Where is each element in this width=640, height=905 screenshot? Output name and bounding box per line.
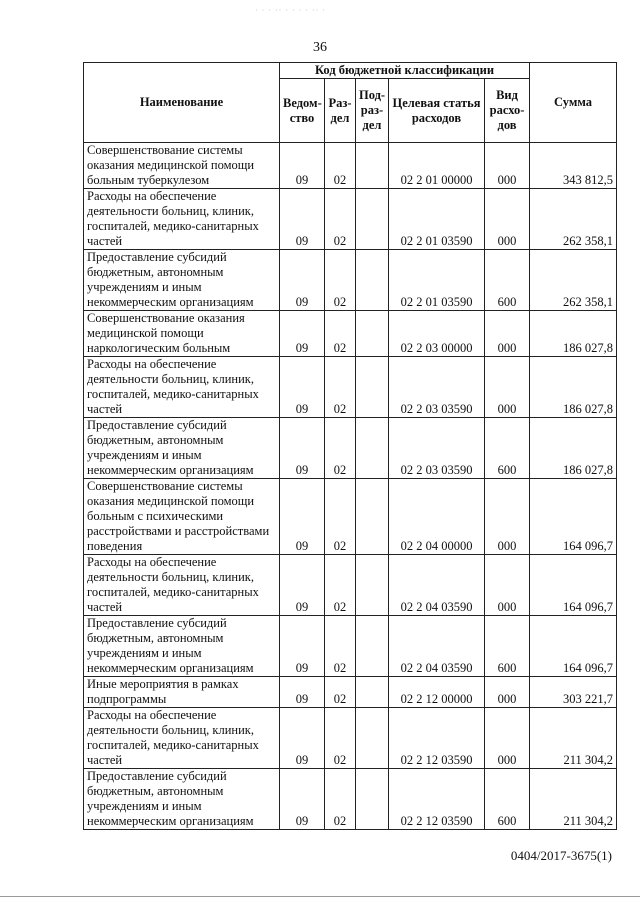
cell-summa: 262 358,1 xyxy=(530,189,617,250)
cell-name: Предоставление субсидий бюджетным, автономным учреждениям и иным некоммерческим организациям xyxy=(84,769,280,830)
cell-vid: 000 xyxy=(485,143,530,189)
cell-razdel: 02 xyxy=(325,769,356,830)
cell-summa: 164 096,7 xyxy=(530,555,617,616)
cell-name: Предоставление субсидий бюджетным, автономным учреждениям и иным некоммерческим организациям xyxy=(84,250,280,311)
cell-razdel: 02 xyxy=(325,418,356,479)
cell-vedomstvo: 09 xyxy=(280,708,325,769)
cell-tselevaya: 02 2 03 03590 xyxy=(389,357,485,418)
table-row xyxy=(84,250,617,311)
table-row xyxy=(84,189,617,250)
cell-vid: 600 xyxy=(485,250,530,311)
cell-tselevaya: 02 2 12 03590 xyxy=(389,708,485,769)
cell-podrazdel xyxy=(356,311,389,357)
table-row xyxy=(84,143,617,189)
cell-vedomstvo: 09 xyxy=(280,769,325,830)
cell-razdel: 02 xyxy=(325,311,356,357)
scan-artifact: · · · ·· · · · · ·· · xyxy=(255,6,326,15)
cell-razdel: 02 xyxy=(325,479,356,555)
cell-razdel: 02 xyxy=(325,555,356,616)
cell-razdel: 02 xyxy=(325,616,356,677)
cell-summa: 186 027,8 xyxy=(530,357,617,418)
cell-vedomstvo: 09 xyxy=(280,479,325,555)
cell-name: Предоставление субсидий бюджетным, автономным учреждениям и иным некоммерческим организациям xyxy=(84,616,280,677)
cell-summa: 303 221,7 xyxy=(530,677,617,708)
header-vid: Вид расхо-дов xyxy=(485,79,530,143)
cell-tselevaya: 02 2 12 00000 xyxy=(389,677,485,708)
bottom-rule xyxy=(0,896,640,897)
table-row xyxy=(84,311,617,357)
cell-podrazdel xyxy=(356,143,389,189)
document-code: 0404/2017-3675(1) xyxy=(510,848,612,863)
cell-summa: 164 096,7 xyxy=(530,479,617,555)
cell-vid: 000 xyxy=(485,357,530,418)
cell-vid: 000 xyxy=(485,479,530,555)
table-row xyxy=(84,769,617,830)
cell-vedomstvo: 09 xyxy=(280,311,325,357)
header-summa: Сумма xyxy=(530,63,617,143)
cell-podrazdel xyxy=(356,677,389,708)
cell-summa: 343 812,5 xyxy=(530,143,617,189)
cell-name: Расходы на обеспечение деятельности больниц, клиник, госпиталей, медико-санитарных частей xyxy=(84,708,280,769)
cell-name: Расходы на обеспечение деятельности больниц, клиник, госпиталей, медико-санитарных частей xyxy=(84,357,280,418)
cell-podrazdel xyxy=(356,250,389,311)
header-vedomstvo: Ведом-ство xyxy=(280,79,325,143)
cell-vedomstvo: 09 xyxy=(280,555,325,616)
cell-razdel: 02 xyxy=(325,677,356,708)
cell-name: Совершенствование системы оказания медицинской помощи больным туберкулезом xyxy=(84,143,280,189)
cell-name: Предоставление субсидий бюджетным, автономным учреждениям и иным некоммерческим организациям xyxy=(84,418,280,479)
cell-vid: 000 xyxy=(485,311,530,357)
cell-summa: 211 304,2 xyxy=(530,769,617,830)
cell-tselevaya: 02 2 12 03590 xyxy=(389,769,485,830)
cell-tselevaya: 02 2 03 00000 xyxy=(389,311,485,357)
budget-table xyxy=(83,62,617,830)
cell-vid: 600 xyxy=(485,418,530,479)
header-name: Наименование xyxy=(84,63,280,143)
table-row xyxy=(84,418,617,479)
table-row xyxy=(84,616,617,677)
cell-vedomstvo: 09 xyxy=(280,677,325,708)
cell-name: Иные мероприятия в рамках подпрограммы xyxy=(84,677,280,708)
cell-name: Совершенствование системы оказания медицинской помощи больным с психическими расстройствами и расстройствами поведения xyxy=(84,479,280,555)
table-row xyxy=(84,708,617,769)
cell-vedomstvo: 09 xyxy=(280,616,325,677)
cell-razdel: 02 xyxy=(325,250,356,311)
cell-tselevaya: 02 2 04 00000 xyxy=(389,479,485,555)
cell-tselevaya: 02 2 01 00000 xyxy=(389,143,485,189)
header-razdel: Раз-дел xyxy=(325,79,356,143)
cell-vid: 600 xyxy=(485,616,530,677)
cell-podrazdel xyxy=(356,189,389,250)
cell-podrazdel xyxy=(356,418,389,479)
table-row xyxy=(84,677,617,708)
cell-summa: 211 304,2 xyxy=(530,708,617,769)
cell-summa: 186 027,8 xyxy=(530,311,617,357)
cell-razdel: 02 xyxy=(325,357,356,418)
cell-podrazdel xyxy=(356,555,389,616)
cell-tselevaya: 02 2 01 03590 xyxy=(389,189,485,250)
cell-razdel: 02 xyxy=(325,189,356,250)
cell-podrazdel xyxy=(356,708,389,769)
cell-tselevaya: 02 2 01 03590 xyxy=(389,250,485,311)
table-row xyxy=(84,357,617,418)
cell-summa: 262 358,1 xyxy=(530,250,617,311)
header-podrazdel: Под-раз-дел xyxy=(356,79,389,143)
cell-podrazdel xyxy=(356,479,389,555)
table-row xyxy=(84,479,617,555)
header-tselevaya: Целевая статья расходов xyxy=(389,79,485,143)
cell-vid: 000 xyxy=(485,555,530,616)
cell-podrazdel xyxy=(356,769,389,830)
cell-name: Расходы на обеспечение деятельности больниц, клиник, госпиталей, медико-санитарных частей xyxy=(84,189,280,250)
cell-vid: 000 xyxy=(485,677,530,708)
cell-podrazdel xyxy=(356,357,389,418)
cell-razdel: 02 xyxy=(325,143,356,189)
cell-tselevaya: 02 2 04 03590 xyxy=(389,616,485,677)
cell-tselevaya: 02 2 03 03590 xyxy=(389,418,485,479)
page-number: 36 xyxy=(313,40,327,55)
cell-tselevaya: 02 2 04 03590 xyxy=(389,555,485,616)
cell-vedomstvo: 09 xyxy=(280,357,325,418)
cell-razdel: 02 xyxy=(325,708,356,769)
table-body xyxy=(84,143,617,830)
header-classification-group: Код бюджетной классификации xyxy=(280,63,530,79)
cell-vedomstvo: 09 xyxy=(280,418,325,479)
cell-vedomstvo: 09 xyxy=(280,143,325,189)
cell-vid: 000 xyxy=(485,708,530,769)
cell-summa: 164 096,7 xyxy=(530,616,617,677)
cell-name: Расходы на обеспечение деятельности больниц, клиник, госпиталей, медико-санитарных частей xyxy=(84,555,280,616)
cell-vid: 600 xyxy=(485,769,530,830)
cell-name: Совершенствование оказания медицинской помощи наркологическим больным xyxy=(84,311,280,357)
cell-vedomstvo: 09 xyxy=(280,250,325,311)
cell-podrazdel xyxy=(356,616,389,677)
cell-vid: 000 xyxy=(485,189,530,250)
cell-vedomstvo: 09 xyxy=(280,189,325,250)
cell-summa: 186 027,8 xyxy=(530,418,617,479)
table-row xyxy=(84,555,617,616)
